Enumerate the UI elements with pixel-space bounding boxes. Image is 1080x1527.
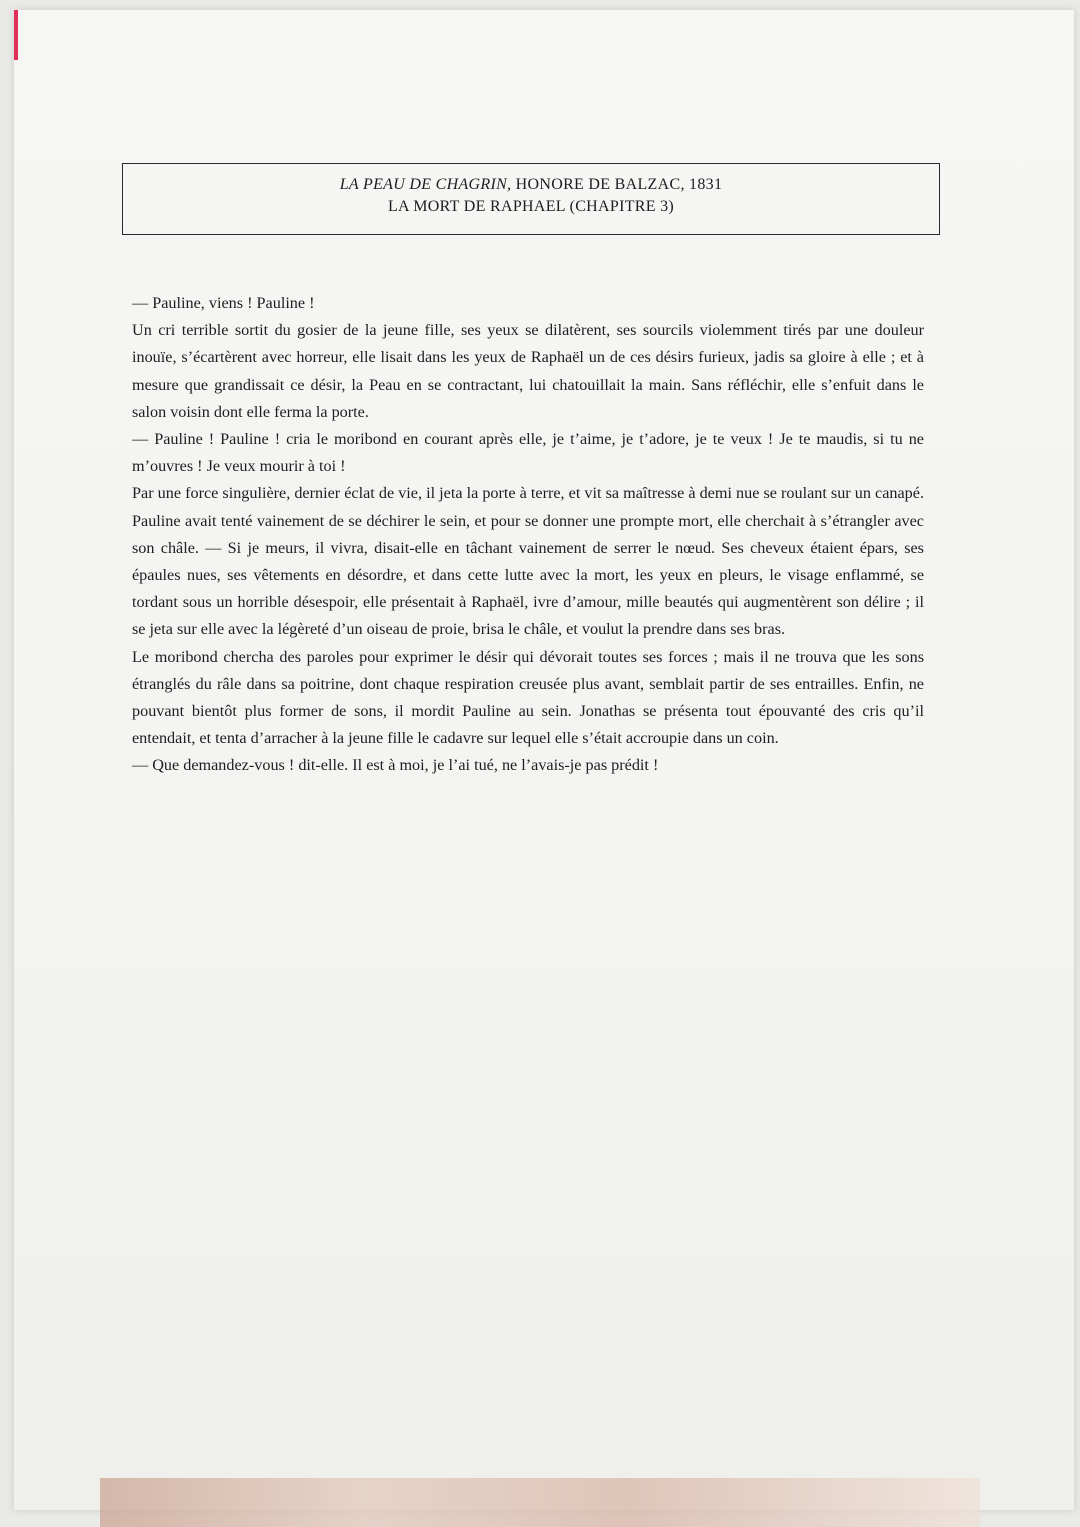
title-box — [122, 163, 940, 235]
document-page — [14, 10, 1074, 1510]
paragraph: — Pauline ! Pauline ! cria le moribond en courant après elle, je t’aime, je t’adore, je te veux ! Je te maudis, si tu ne m’ouvres ! Je veux mourir à toi ! — [132, 430, 924, 476]
document-title — [123, 176, 939, 194]
document-subtitle: LA MORT DE RAPHAEL (CHAPITRE 3) — [387, 198, 675, 215]
paragraph: Le moribond chercha des paroles pour exprimer le désir qui dévorait toutes ses forces ; mais il ne trouva que les sons étranglés du râle dans sa poitrine, dont chaque respiration creusée plus avant, semblait partir de ses entrailles. Enfin, ne pouvant bientôt plus former de sons, il mordit Pauline au sein. Jonathas se présenta tout épouvanté des cris qu’il entendait, et tenta d’arracher à la jeune fille le cadavre sur lequel elle s’était accroupie dans un coin. — [132, 647, 924, 748]
paragraph: — Que demandez-vous ! dit-elle. Il est à moi, je l’ai tué, ne l’avais-je pas prédit ! — [132, 756, 659, 775]
book-title: LA PEAU DE CHAGRIN, — [339, 176, 512, 193]
author-year: HONORE DE BALZAC, 1831 — [511, 176, 723, 193]
margin-mark — [14, 10, 18, 60]
paragraph: Un cri terrible sortit du gosier de la jeune fille, ses yeux se dilatèrent, ses sourcils violemment tirés par une douleur inouïe, s’écartèrent avec horreur, elle lisait dans les yeux de Raphaël un de ces désirs furieux, jadis sa gloire à elle ; et à mesure que grandissait ce désir, la Peau en se contractant, lui chatouillait la main. Sans réfléchir, elle s’enfuit dans le salon voisin dont elle ferma la porte. — [132, 321, 924, 421]
paragraph: — Pauline, viens ! Pauline ! — [132, 294, 315, 312]
paragraph: Par une force singulière, dernier éclat de vie, il jeta la porte à terre, et vit sa maîtresse à demi nue se roulant sur un canapé. Pauline avait tenté vainement de se déchirer le sein, et pour se donner une prompte mort, elle cherchait à s’étrangler avec son châle. — Si je meurs, il vivra, disait-elle en tâchant vainement de serrer le nœud. Ses cheveux étaient épars, ses épaules nues, ses vêtements en désordre, et dans cette lutte avec la mort, les yeux en pleurs, le visage enflammé, se tordant sous un horrible désespoir, elle présentait à Raphaël, ivre d’amour, mille beautés qui augmentèrent son délire ; il se jeta sur elle avec la légèreté d’un oiseau de proie, brisa le châle, et voulut la prendre dans ses bras. — [132, 484, 924, 639]
excerpt-text — [132, 290, 924, 780]
background-fabric — [100, 1478, 980, 1527]
